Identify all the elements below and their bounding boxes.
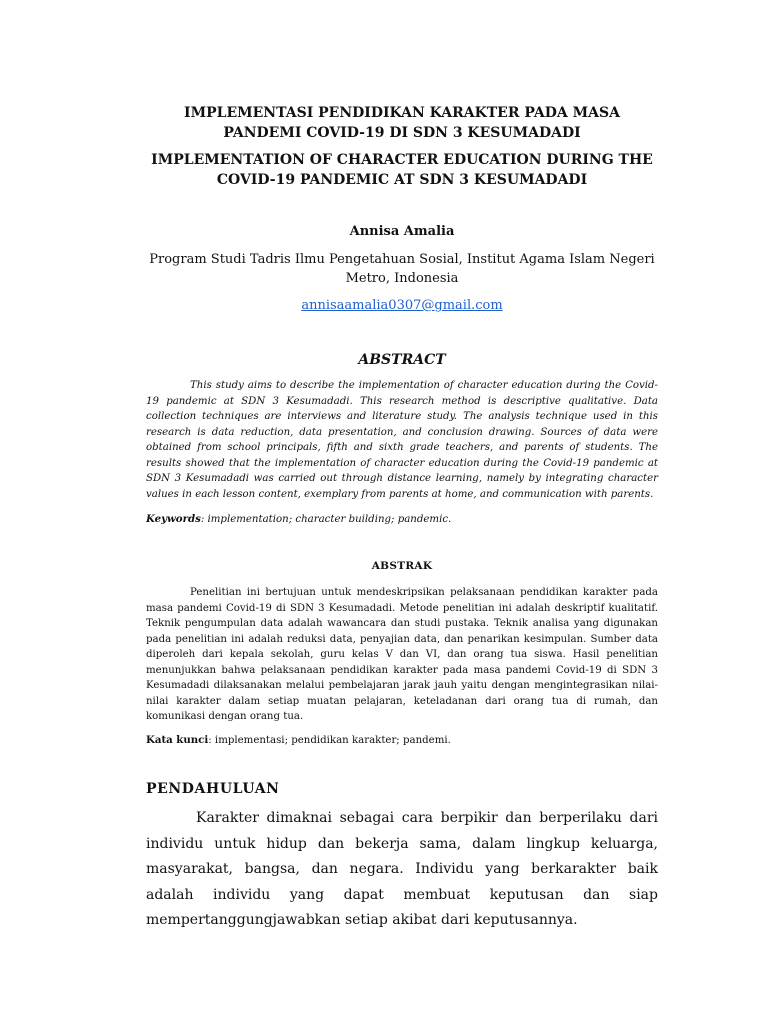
abstrak-body: Penelitian ini bertujuan untuk mendeskripsikan pelaksanaan pendidikan karakter pada masa pandemi Covid-19 di SDN 3 Kesumadadi. Metode penelitian ini adalah deskriptif kualitatif. Teknik pengumpulan data adalah wawancara dan studi pustaka. Teknik analisa yang digunakan pada penelitian ini adalah reduksi data, penyajian data, dan penarikan kesimpulan. Sumber data diperoleh dari kepala sekolah, guru kelas V dan VI, dan orang tua siswa. Hasil penelitian menunjukkan bahwa pelaksanaan pendidikan karakter pada masa pandemi Covid-19 di SDN 3 Kesumadadi dilaksanakan melalui pembelajaran jarak jauh yaitu dengan mengintegrasikan nilai-nilai karakter dalam setiap muatan pelajaran, keteladanan dari orang tua di rumah, dan komunikasi dengan orang tua. xyxy=(146,587,658,722)
introduction-paragraph: Karakter dimaknai sebagai cara berpikir dan berperilaku dari individu untuk hidup dan bekerja sama, dalam lingkup keluarga, masyarakat, bangsa, dan negara. Individu yang berkarakter baik adalah individu yang dapat membuat keputusan dan siap mempertanggungjawabkan setiap akibat dari keputusannya. xyxy=(146,810,658,928)
title-english: IMPLEMENTATION OF CHARACTER EDUCATION DURING THE COVID-19 PANDEMIC AT SDN 3 KESUMADADI xyxy=(151,152,653,188)
author-affiliation: Program Studi Tadris Ilmu Pengetahuan Sosial, Institut Agama Islam Negeri Metro, Indonesia xyxy=(149,252,655,286)
abstrak-heading: ABSTRAK xyxy=(371,560,433,572)
title-indonesian: IMPLEMENTASI PENDIDIKAN KARAKTER PADA MASA PANDEMI COVID-19 DI SDN 3 KESUMADADI xyxy=(184,105,620,141)
keywords-text: : implementation; character building; pandemic. xyxy=(200,514,452,525)
author-email xyxy=(146,297,658,315)
abstract-heading: ABSTRACT xyxy=(358,352,446,368)
kata-kunci-text: : implementasi; pendidikan karakter; pandemi. xyxy=(208,735,451,746)
abstract-keywords xyxy=(146,512,658,527)
abstract-body: This study aims to describe the implementation of character education during the Covid-19 pandemic at SDN 3 Kesumadadi. This research method is descriptive qualitative. Data collection techniques are interviews and literature study. The analysis technique used in this research is data reduction, data presentation, and conclusion drawing. Sources of data were obtained from school principals, fifth and sixth grade teachers, and parents of students. The results showed that the implementation of character education during the Covid-19 pandemic at SDN 3 Kesumadadi was carried out through distance learning, namely by integrating character values in each lesson content, exemplary from parents at home, and communication with parents. xyxy=(146,380,658,500)
section-heading-pendahuluan: PENDAHULUAN xyxy=(146,781,280,797)
abstrak-keywords xyxy=(146,733,658,748)
email-link[interactable]: annisaamalia0307@gmail.com xyxy=(301,298,503,313)
keywords-label: Keywords xyxy=(146,513,201,525)
author-name: Annisa Amalia xyxy=(349,224,455,239)
kata-kunci-label: Kata kunci xyxy=(146,734,209,746)
